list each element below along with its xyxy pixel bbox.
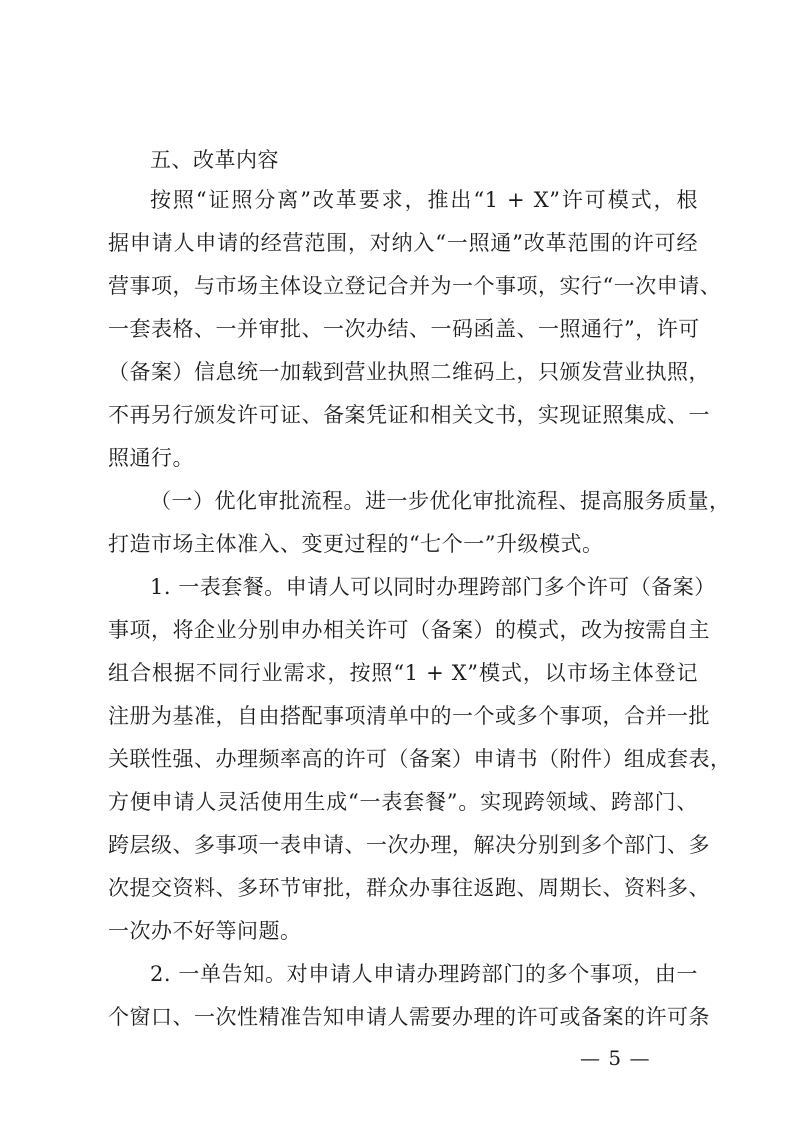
- paragraph-3-line-6: 方便申请人灵活使用生成“一表套餐”。实现跨领域、跨部门、: [108, 790, 698, 814]
- paragraph-3-line-4: 注册为基准，自由搭配事项清单中的一个或多个事项，合并一批: [108, 704, 710, 728]
- paragraph-1-line-2: 据申请人申请的经营范围，对纳入“一照通”改革范围的许可经: [108, 231, 698, 255]
- paragraph-1-line-1: 按照“证照分离”改革要求，推出“1 + X”许可模式，根: [150, 188, 698, 212]
- paragraph-4-line-1: 2. 一单告知。对申请人申请办理跨部门的多个事项，由一: [150, 962, 698, 986]
- paragraph-3-line-9: 一次办不好等问题。: [108, 919, 302, 943]
- paragraph-1-line-4: 一套表格、一并审批、一次办结、一码函盖、一照通行”，许可: [108, 317, 700, 341]
- page-number: — 5 —: [580, 1046, 651, 1070]
- paragraph-1-line-3: 营事项，与市场主体设立登记合并为一个事项，实行“一次申请、: [108, 274, 722, 298]
- paragraph-3-line-8: 次提交资料、多环节审批，群众办事往返跑、周期长、资料多、: [108, 876, 710, 900]
- paragraph-4-line-2: 个窗口、一次性精准告知申请人需要办理的许可或备案的许可条: [108, 1005, 710, 1029]
- paragraph-2-line-2: 打造市场主体准入、变更过程的“七个一”升级模式。: [108, 532, 604, 556]
- paragraph-3-line-7: 跨层级、多事项一表申请、一次办理，解决分别到多个部门、多: [108, 833, 710, 857]
- paragraph-1-line-5: （备案）信息统一加载到营业执照二维码上，只颁发营业执照，: [108, 360, 710, 384]
- paragraph-3-line-2: 事项，将企业分别申办相关许可（备案）的模式，改为按需自主: [108, 618, 710, 642]
- paragraph-2-line-1: （一）优化审批流程。进一步优化审批流程、提高服务质量，: [150, 489, 731, 513]
- section-heading: 五、改革内容: [150, 148, 279, 172]
- paragraph-3-line-3: 组合根据不同行业需求，按照“1 + X”模式，以市场主体登记: [108, 661, 698, 685]
- paragraph-1-line-7: 照通行。: [108, 446, 194, 470]
- paragraph-3-line-5: 关联性强、办理频率高的许可（备案）申请书（附件）组成套表，: [108, 747, 732, 771]
- paragraph-3-line-1: 1. 一表套餐。申请人可以同时办理跨部门多个许可（备案）: [150, 575, 716, 599]
- paragraph-1-line-6: 不再另行颁发许可证、备案凭证和相关文书，实现证照集成、一: [108, 403, 710, 427]
